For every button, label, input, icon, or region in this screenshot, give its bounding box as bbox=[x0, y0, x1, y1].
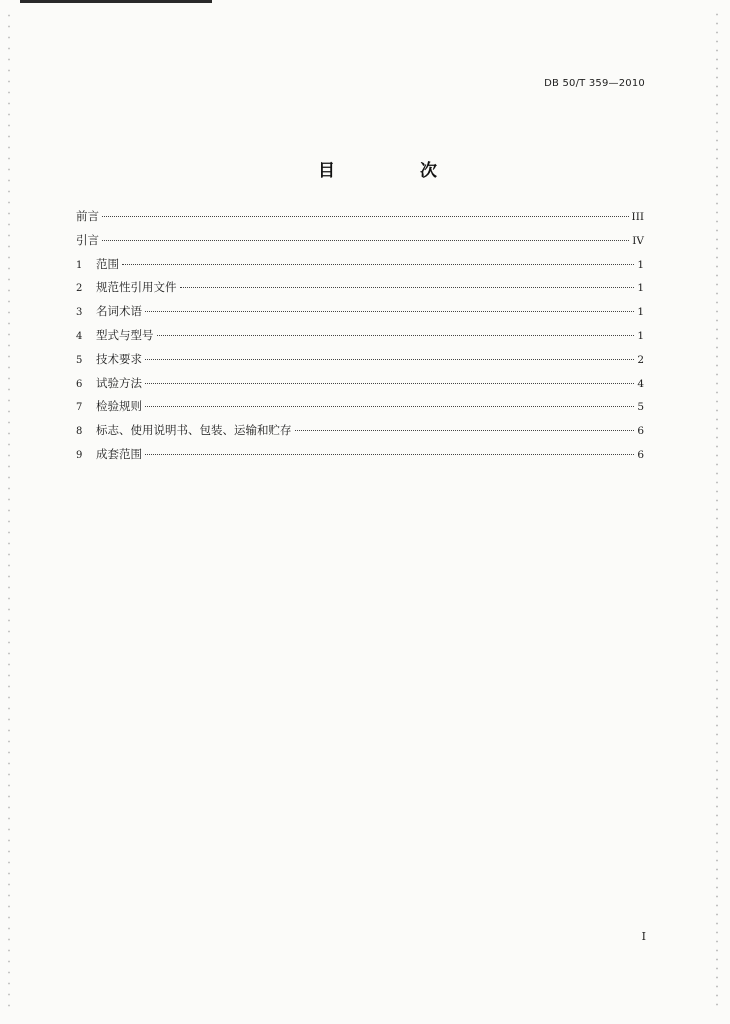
toc-entry-introduction[interactable] bbox=[76, 232, 644, 256]
toc-entry-label: 前言 bbox=[76, 209, 99, 223]
dot-leader bbox=[180, 287, 635, 288]
toc-entry-page: 1 bbox=[637, 282, 644, 295]
scan-edge-mark bbox=[20, 0, 212, 3]
dot-leader bbox=[122, 264, 634, 265]
dot-leader bbox=[145, 383, 634, 384]
toc-entry-test-methods[interactable] bbox=[76, 375, 644, 399]
toc-entry-number: 8 bbox=[76, 426, 83, 438]
dot-leader bbox=[157, 335, 635, 336]
toc-entry-number: 5 bbox=[76, 354, 83, 366]
toc-entry-scope[interactable] bbox=[76, 256, 644, 280]
table-of-contents bbox=[76, 208, 644, 470]
toc-entry-normative-references[interactable] bbox=[76, 279, 644, 303]
toc-entry-page: 2 bbox=[637, 353, 644, 366]
toc-entry-label: 技术要求 bbox=[96, 351, 142, 366]
toc-entry-label: 成套范围 bbox=[96, 446, 142, 461]
scan-noise-right bbox=[714, 10, 720, 1010]
toc-entry-number: 7 bbox=[76, 402, 83, 414]
toc-entry-label: 规范性引用文件 bbox=[96, 280, 177, 295]
toc-entry-page: 5 bbox=[637, 401, 644, 414]
toc-entry-page: 1 bbox=[637, 258, 644, 271]
dot-leader bbox=[145, 406, 634, 407]
toc-entry-preface[interactable] bbox=[76, 208, 644, 232]
toc-entry-label: 标志、使用说明书、包装、运输和贮存 bbox=[96, 423, 292, 438]
document-code: DB 50/T 359—2010 bbox=[544, 78, 645, 89]
toc-entry-number: 4 bbox=[76, 330, 83, 342]
toc-entry-page: 6 bbox=[637, 448, 644, 461]
toc-entry-page: 4 bbox=[637, 377, 644, 390]
toc-entry-label: 型式与型号 bbox=[96, 327, 154, 342]
toc-entry-label: 检验规则 bbox=[96, 399, 142, 414]
toc-entry-number: 2 bbox=[76, 283, 83, 295]
toc-entry-page: 1 bbox=[637, 329, 644, 342]
toc-entry-number: 3 bbox=[76, 307, 83, 319]
toc-entry-page: IV bbox=[632, 234, 644, 247]
scan-noise-left bbox=[6, 10, 12, 1010]
toc-entry-technical-requirements[interactable] bbox=[76, 351, 644, 375]
dot-leader bbox=[102, 240, 629, 241]
toc-entry-number: 1 bbox=[76, 259, 83, 271]
toc-entry-inspection-rules[interactable] bbox=[76, 398, 644, 422]
toc-entry-page: 1 bbox=[637, 306, 644, 319]
toc-entry-page: III bbox=[631, 211, 644, 223]
toc-entry-label: 试验方法 bbox=[96, 375, 142, 390]
dot-leader bbox=[145, 359, 634, 360]
page-title: 目 次 bbox=[318, 161, 471, 181]
dot-leader bbox=[145, 454, 634, 455]
toc-entry-types-and-models[interactable] bbox=[76, 327, 644, 351]
toc-entry-page: 6 bbox=[637, 425, 644, 438]
toc-entry-marking-packaging[interactable] bbox=[76, 422, 644, 446]
toc-entry-label: 范围 bbox=[96, 256, 119, 271]
toc-entry-number: 6 bbox=[76, 378, 83, 390]
dot-leader bbox=[102, 216, 629, 217]
page-number: I bbox=[641, 930, 646, 943]
toc-entry-number: 9 bbox=[76, 449, 83, 461]
dot-leader bbox=[145, 311, 634, 312]
toc-entry-complete-set[interactable] bbox=[76, 446, 644, 470]
dot-leader bbox=[295, 430, 635, 431]
toc-entry-label: 引言 bbox=[76, 232, 99, 247]
toc-entry-label: 名词术语 bbox=[96, 304, 142, 319]
toc-entry-terms[interactable] bbox=[76, 303, 644, 327]
